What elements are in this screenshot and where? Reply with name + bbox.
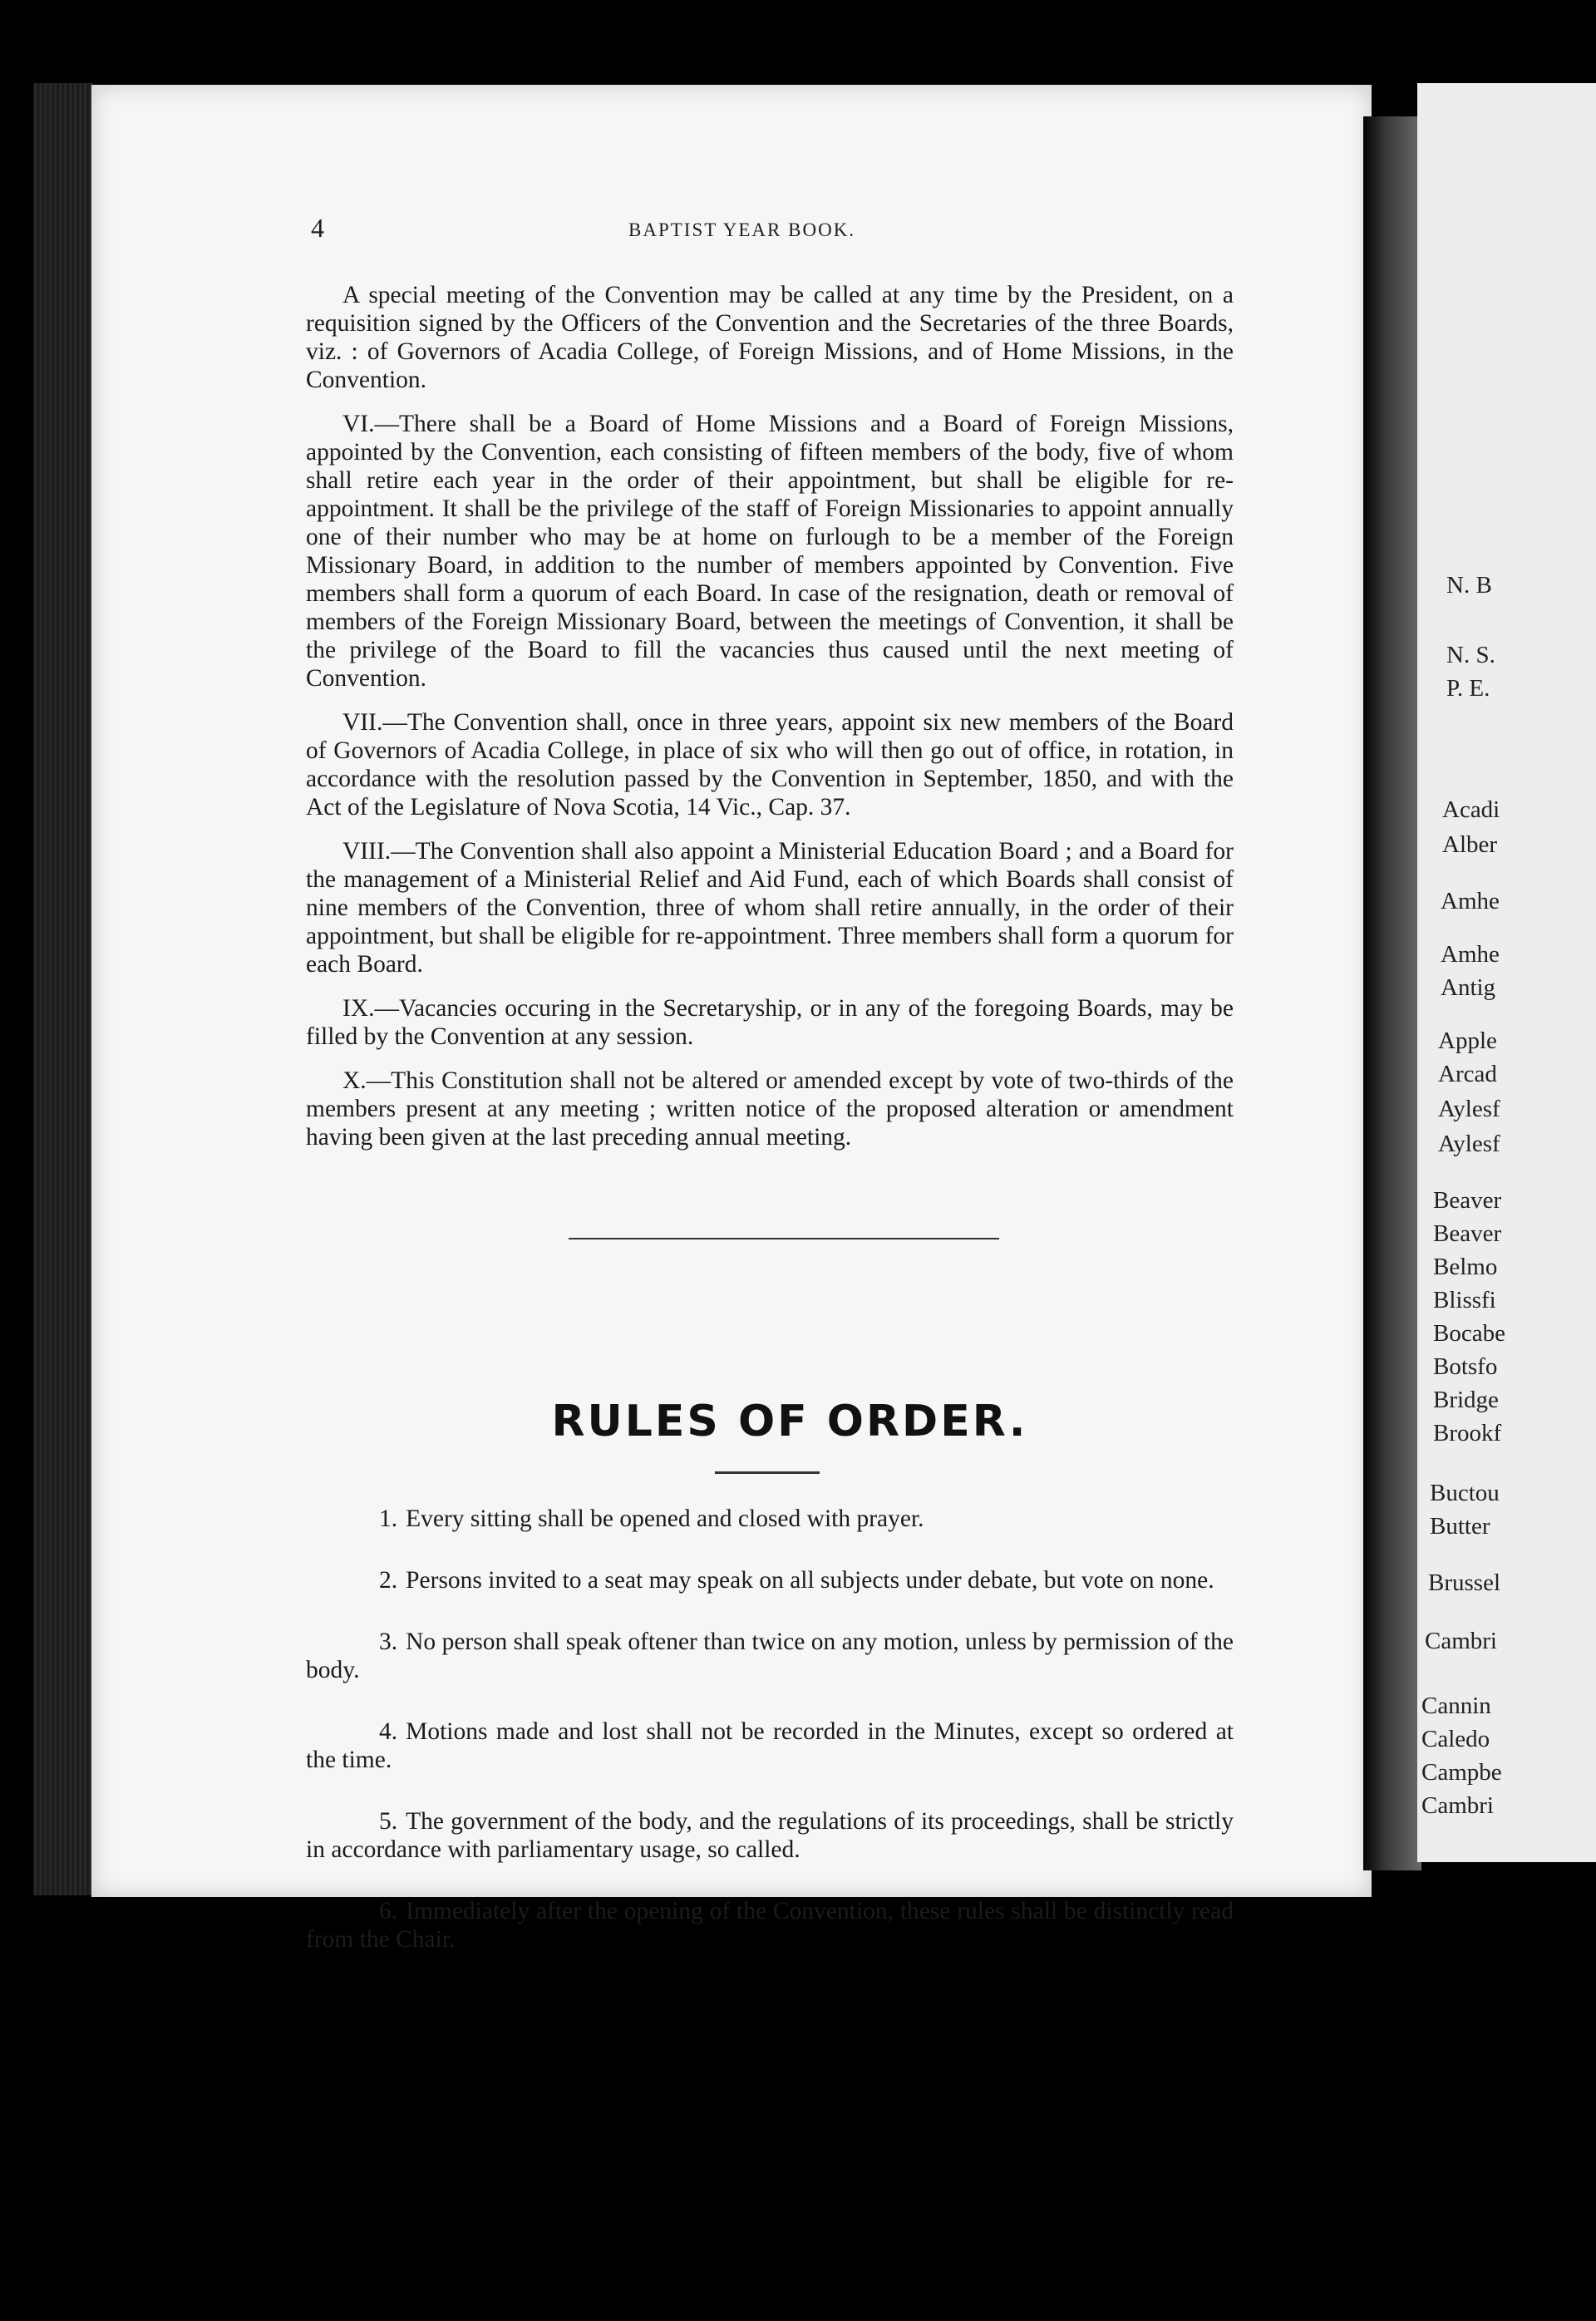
facing-page-fragment: Botsfo [1433, 1353, 1498, 1380]
facing-page-fragment: Arcad [1438, 1061, 1497, 1087]
rule-text: Immediately after the opening of the Convention, these rules shall be distinctly read from the Chair. [306, 1898, 1234, 1953]
paragraph-special-meeting: A special meeting of the Convention may be called at any time by the President, on a requisition signed by the Officers of the Convention and the Secretaries of the three Boards, viz. : of Governors of Acadia College, of Foreign Missions, and of Home Missions, in the Convention. [306, 282, 1234, 393]
page-number: 4 [311, 213, 326, 243]
rule-text: Motions made and lost shall not be recorded in the Minutes, except so ordered at the time. [306, 1718, 1234, 1773]
facing-page [1417, 83, 1596, 1862]
page-header [311, 213, 1234, 248]
rule-number: 5. [379, 1808, 398, 1835]
rule-item [306, 1807, 1234, 1864]
facing-page-fragment: Aylesf [1438, 1131, 1500, 1157]
facing-page-fragment: Bocabe [1433, 1320, 1505, 1347]
rule-text: The government of the body, and the regulations of its proceedings, shall be strictly in accordance with parliamentary usage, so called. [306, 1808, 1234, 1863]
facing-page-fragment: Bridge [1433, 1387, 1499, 1413]
facing-page-fragment: Caledo [1421, 1726, 1490, 1752]
rule-text: Persons invited to a seat may speak on all subjects under debate, but vote on none. [406, 1567, 1214, 1594]
facing-page-fragment: Buctou [1430, 1480, 1500, 1506]
rule-number: 2. [379, 1567, 398, 1594]
facing-page-fragment: Cannin [1421, 1693, 1491, 1719]
running-head: BAPTIST YEAR BOOK. [628, 219, 856, 240]
facing-page-fragment: Antig [1441, 974, 1496, 1001]
rule-number: 4. [379, 1718, 398, 1745]
facing-page-fragment: Acadi [1442, 796, 1500, 823]
title-underline [715, 1471, 820, 1474]
paragraph-article-ix: IX.—Vacancies occuring in the Secretaryship, or in any of the foregoing Boards, may be filled by the Convention at any session. [306, 995, 1234, 1050]
facing-page-fragment: Cambri [1425, 1628, 1497, 1654]
paragraph-article-viii: VIII.—The Convention shall also appoint a Ministerial Education Board ; and a Board for the management of a Ministerial Relief and Aid Fund, each of which Boards shall consist of nine members of the Convention, three of whom shall retire annually, in the order of their appointment, but shall be eligible for re-appointment. Three members shall form a quorum for each Board. [306, 838, 1234, 978]
constitution-text [306, 281, 1234, 1167]
section-title: RULES OF ORDER. [551, 1397, 1028, 1446]
facing-page-fragment: P. E. [1446, 675, 1490, 702]
facing-page-fragment: Blissfi [1433, 1287, 1496, 1313]
rule-number: 3. [379, 1629, 398, 1655]
paragraph-article-vi: VI.—There shall be a Board of Home Missions and a Board of Foreign Missions, appointed by the Convention, each consisting of fifteen members of the body, five of whom shall retire each year in the order of their appointment, but shall be eligible for re-appointment. It shall be the privilege of the staff of Foreign Missionaries to appoint annually one of their number who may be at home on furlough to be a member of the Foreign Missionary Board, in addition to the number of members appointed by Convention. Five members shall form a quorum of each Board. In case of the resignation, death or removal of members of the Foreign Missionary Board, between the meetings of Convention, it shall be the privilege of the Board to fill the vacancies thus caused until the next meeting of Convention. [306, 411, 1234, 692]
facing-page-fragment: N. S. [1446, 642, 1495, 668]
paragraph-article-vii: VII.—The Convention shall, once in three years, appoint six new members of the Board of Governors of Acadia College, in place of six who will then go out of office, in rotation, in accordance with the resolution passed by the Convention in September, 1850, and with the Act of the Legislature of Nova Scotia, 14 Vic., Cap. 37. [306, 709, 1234, 820]
facing-page-fragment: Aylesf [1438, 1096, 1500, 1122]
paragraph-article-x: X.—This Constitution shall not be altered or amended except by vote of two-thirds of the members present at any meeting ; written notice of the proposed alteration or amendment having been given at the last preceding annual meeting. [306, 1067, 1234, 1151]
facing-page-fragment: Beaver [1433, 1220, 1502, 1247]
facing-page-fragment: Butter [1430, 1513, 1490, 1540]
rule-text: Every sitting shall be opened and closed with prayer. [406, 1505, 924, 1532]
rule-number: 1. [379, 1505, 398, 1532]
facing-page-fragment: Apple [1438, 1027, 1497, 1054]
rules-of-order-list [306, 1505, 1234, 1987]
rule-item [306, 1566, 1234, 1594]
facing-page-fragment: Amhe [1441, 941, 1500, 968]
rule-number: 6. [379, 1898, 398, 1924]
section-divider [569, 1238, 999, 1239]
book-spine [33, 83, 93, 1895]
facing-page-fragment: N. B [1446, 572, 1492, 599]
facing-page-fragment: Brussel [1428, 1570, 1500, 1596]
rule-text: No person shall speak oftener than twice on any motion, unless by permission of the body. [306, 1629, 1234, 1683]
rule-item [306, 1628, 1234, 1684]
facing-page-fragment: Alber [1442, 831, 1498, 858]
facing-page-fragment: Belmo [1433, 1254, 1498, 1280]
facing-page-fragment: Amhe [1441, 888, 1500, 914]
rule-item [306, 1505, 1234, 1533]
facing-page-fragment: Cambri [1421, 1792, 1494, 1819]
page-gutter [1363, 116, 1421, 1870]
facing-page-fragment: Campbe [1421, 1759, 1502, 1786]
facing-page-fragment: Brookf [1433, 1420, 1502, 1446]
rule-item [306, 1717, 1234, 1774]
facing-page-fragment: Beaver [1433, 1187, 1502, 1214]
rule-item [306, 1897, 1234, 1954]
